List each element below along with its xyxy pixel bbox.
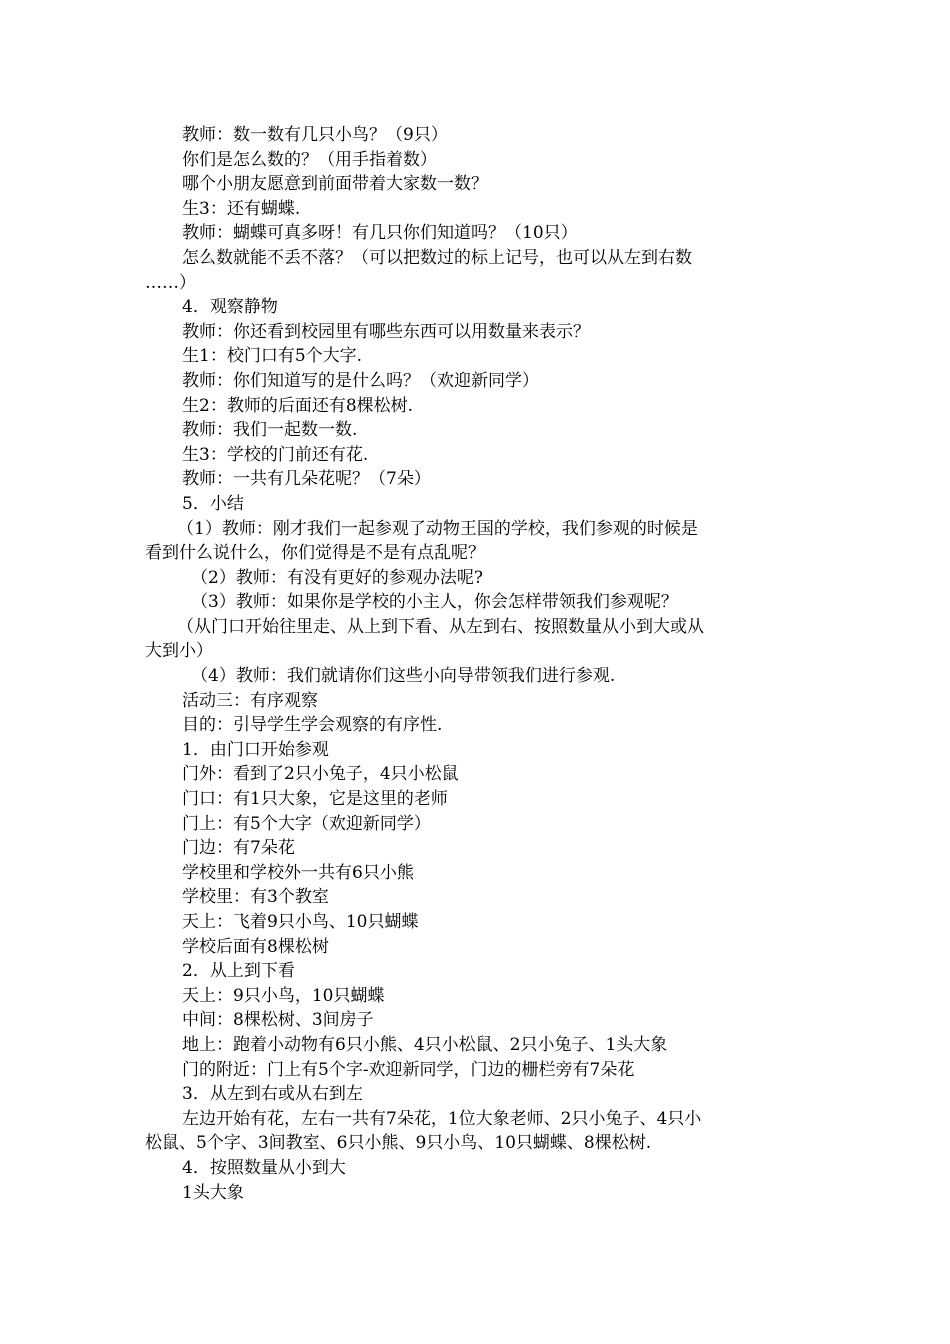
text-line: 教师：数一数有几只小鸟？（9只） (182, 125, 448, 145)
document-body (145, 123, 755, 1205)
text-line: 门外：看到了2只小兔子，4只小松鼠 (182, 764, 459, 785)
text-line: 看到什么说什么，你们觉得是不是有点乱呢？ (145, 543, 485, 564)
text-line: 1．由门口开始参观 (182, 739, 329, 760)
text-line: 教师：一共有几朵花呢？（7朵） (182, 469, 431, 490)
text-line: 4．按照数量从小到大 (182, 1157, 346, 1178)
text-line: 天上：9只小鸟，10只蝴蝶 (182, 985, 385, 1006)
text-line: 教师：你还看到校园里有哪些东西可以用数量来表示？ (182, 321, 590, 342)
text-line: 生1：校门口有5个大字. (182, 346, 363, 367)
text-line: 目的：引导学生学会观察的有序性. (182, 715, 443, 736)
text-line: （从门口开始往里走、从上到下看、从左到右、按照数量从小到大或从 (177, 616, 704, 637)
text-line: 学校后面有8棵松树 (182, 936, 329, 957)
text-line: 左边开始有花，左右一共有7朵花，1位大象老师、2只小兔子、4只小 (182, 1108, 702, 1129)
text-line: 中间：8棵松树、3间房子 (182, 1010, 374, 1031)
text-line: 1头大象 (182, 1182, 244, 1203)
text-line: 3．从左到右或从右到左 (182, 1084, 363, 1105)
text-line: 门的附近：门上有5个字-欢迎新同学，门边的栅栏旁有7朵花 (182, 1059, 635, 1080)
text-line: 门口：有1只大象，它是这里的老师 (182, 789, 448, 810)
text-line: 5．小结 (182, 493, 244, 514)
text-line: （4）教师：我们就请你们这些小向导带领我们进行参观. (191, 666, 616, 687)
text-line: 哪个小朋友愿意到前面带着大家数一数？ (182, 174, 488, 195)
text-line: 松鼠、5个字、3间教室、6只小熊、9只小鸟、10只蝴蝶、8棵松树. (145, 1133, 652, 1154)
text-line: 生3：学校的门前还有花. (182, 444, 369, 465)
text-line: 你们是怎么数的？（用手指着数） (182, 149, 437, 170)
text-line: 大到小） (145, 641, 213, 662)
text-line: （2）教师：有没有更好的参观办法呢? (191, 567, 483, 588)
text-line: 活动三：有序观察 (182, 690, 318, 711)
text-line: 生2：教师的后面还有8棵松树. (182, 395, 414, 416)
text-line: 教师：我们一起数一数. (182, 420, 358, 441)
text-line: 生3：还有蝴蝶. (182, 198, 301, 219)
text-line: 2．从上到下看 (182, 961, 295, 982)
text-line: 天上：飞着9只小鸟、10只蝴蝶 (182, 912, 419, 932)
text-line: 门边：有7朵花 (182, 838, 295, 859)
text-line: 学校里：有3个教室 (182, 887, 329, 908)
text-line: （3）教师：如果你是学校的小主人，你会怎样带领我们参观呢？ (191, 592, 678, 613)
text-line: 地上：跑着小动物有6只小熊、4只小松鼠、2只小兔子、1头大象 (182, 1034, 668, 1055)
text-line: 教师：蝴蝶可真多呀！有几只你们知道吗？（10只） (182, 223, 578, 244)
text-line: 怎么数就能不丢不落？（可以把数过的标上记号，也可以从左到右数 (182, 247, 692, 268)
text-line: （1）教师：刚才我们一起参观了动物王国的学校，我们参观的时候是 (177, 518, 698, 539)
text-line: 教师：你们知道写的是什么吗？（欢迎新同学） (182, 370, 539, 391)
text-line: 学校里和学校外一共有6只小熊 (182, 862, 414, 883)
text-line: ……） (145, 272, 196, 293)
text-line: 4．观察静物 (182, 297, 278, 318)
text-line: 门上：有5个大字（欢迎新同学） (182, 813, 431, 834)
